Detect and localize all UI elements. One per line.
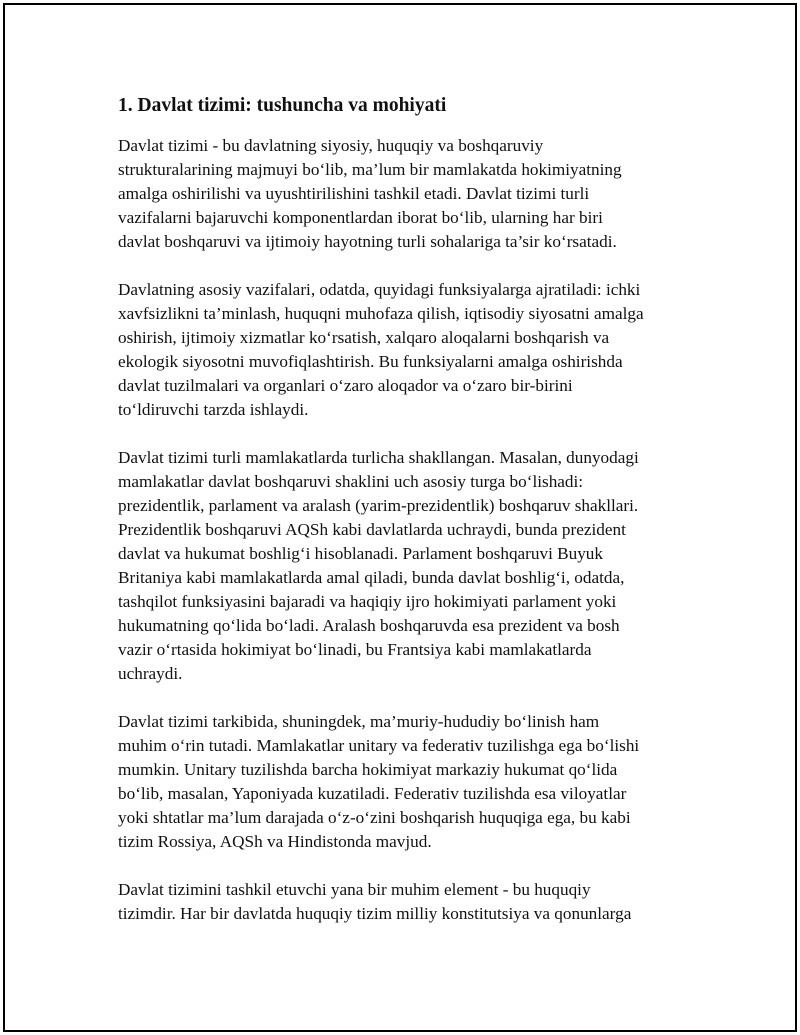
- paragraph-line: strukturalarining majmuyi bo‘lib, ma’lum bir mamlakatda hokimiyatning: [118, 160, 622, 179]
- paragraph-1: [118, 134, 693, 254]
- paragraph-line: to‘ldiruvchi tarzda ishlaydi.: [118, 400, 309, 419]
- paragraph-4: [118, 710, 693, 854]
- paragraph-line: mamlakatlar davlat boshqaruvi shaklini uch asosiy turga bo‘lishadi:: [118, 472, 584, 491]
- paragraph-line: hukumatning qo‘lida bo‘ladi. Aralash boshqaruvda esa prezident va bosh: [118, 616, 620, 635]
- paragraph-line: xavfsizlikni ta’minlash, huquqni muhofaza qilish, iqtisodiy siyosatni amalga: [118, 304, 644, 323]
- paragraph-line: prezidentlik, parlament va aralash (yarim-prezidentlik) boshqaruv shakllari.: [118, 496, 639, 515]
- section-heading: 1. Davlat tizimi: tushuncha va mohiyati: [118, 95, 447, 116]
- paragraph-line: mumkin. Unitary tuzilishda barcha hokimiyat markaziy hukumat qo‘lida: [118, 760, 618, 779]
- paragraph-line: davlat va hukumat boshlig‘i hisoblanadi. Parlament boshqaruvi Buyuk: [118, 544, 603, 563]
- paragraph-line: Davlat tizimi turli mamlakatlarda turlicha shakllangan. Masalan, dunyodagi: [118, 448, 639, 467]
- paragraph-line: davlat boshqaruvi va ijtimoiy hayotning turli sohalariga ta’sir ko‘rsatadi.: [118, 232, 617, 251]
- paragraph-line: Britaniya kabi mamlakatlarda amal qiladi, bunda davlat boshlig‘i, odatda,: [118, 568, 625, 587]
- paragraph-line: Davlatning asosiy vazifalari, odatda, quyidagi funksiyalarga ajratiladi: ichki: [118, 280, 641, 299]
- paragraph-line: Davlat tizimi - bu davlatning siyosiy, huquqiy va boshqaruviy: [118, 136, 544, 155]
- paragraph-line: yoki shtatlar ma’lum darajada o‘z-o‘zini boshqarish huquqiga ega, bu kabi: [118, 808, 631, 827]
- paragraph-2: [118, 278, 693, 422]
- paragraph-line: tizimdir. Har bir davlatda huquqiy tizim milliy konstitutsiya va qonunlarga: [118, 904, 632, 923]
- paragraph-line: vazir o‘rtasida hokimiyat bo‘linadi, bu Frantsiya kabi mamlakatlarda: [118, 640, 592, 659]
- paragraph-line: bo‘lib, masalan, Yaponiyada kuzatiladi. Federativ tuzilishda esa viloyatlar: [118, 784, 627, 803]
- paragraph-line: vazifalarni bajaruvchi komponentlardan iborat bo‘lib, ularning har biri: [118, 208, 603, 227]
- document-body: [118, 92, 693, 950]
- paragraph-line: muhim o‘rin tutadi. Mamlakatlar unitary va federativ tuzilishga ega bo‘lishi: [118, 736, 640, 755]
- paragraph-line: tashqilot funksiyasini bajaradi va haqiqiy ijro hokimiyati parlament yoki: [118, 592, 617, 611]
- paragraph-line: Davlat tizimi tarkibida, shuningdek, ma’muriy-hududiy bo‘linish ham: [118, 712, 600, 731]
- paragraph-line: uchraydi.: [118, 664, 183, 683]
- paragraph-line: tizim Rossiya, AQSh va Hindistonda mavjud.: [118, 832, 432, 851]
- paragraph-5: [118, 878, 693, 926]
- paragraph-line: Prezidentlik boshqaruvi AQSh kabi davlatlarda uchraydi, bunda prezident: [118, 520, 626, 539]
- paragraph-line: Davlat tizimini tashkil etuvchi yana bir muhim element - bu huquqiy: [118, 880, 591, 899]
- paragraph-line: davlat tuzilmalari va organlari o‘zaro aloqador va o‘zaro bir-birini: [118, 376, 573, 395]
- paragraph-line: oshirish, ijtimoiy xizmatlar ko‘rsatish, xalqaro aloqalarni boshqarish va: [118, 328, 610, 347]
- paragraph-3: [118, 446, 693, 686]
- paragraph-line: amalga oshirilishi va uyushtirilishini tashkil etadi. Davlat tizimi turli: [118, 184, 590, 203]
- paragraph-line: ekologik siyosotni muvofiqlashtirish. Bu funksiyalarni amalga oshirishda: [118, 352, 623, 371]
